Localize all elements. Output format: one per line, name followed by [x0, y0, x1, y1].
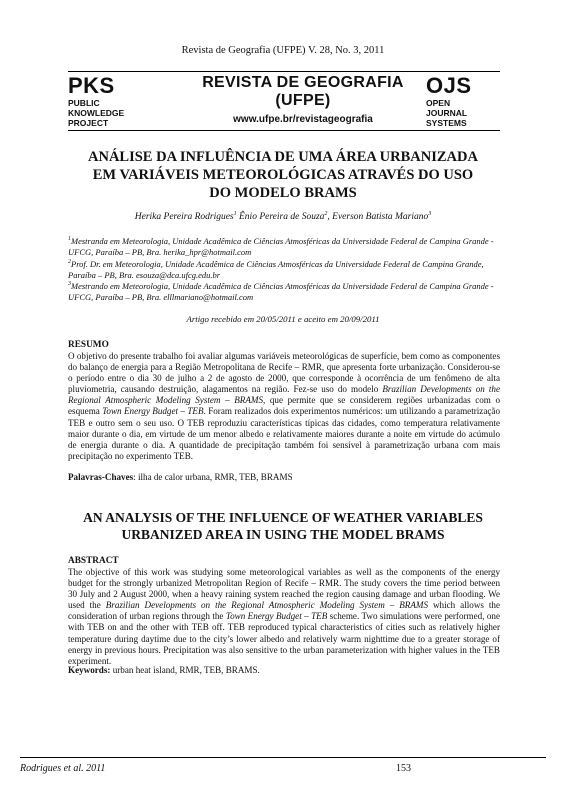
journal-title: REVISTA DE GEOGRAFIA — [202, 74, 404, 91]
paper-title-en: AN ANALYSIS OF THE INFLUENCE OF WEATHER VARIABLES URBANIZED AREA IN USING THE MODEL BRAMS — [83, 510, 483, 542]
affiliation-1: $^1$Mestranda em Meteorologia, Unidade Acadêmica de Ciências Atmosféricas da Universidade Federal de Campina Grande - UFCG, Paraíba – PB, Bra. herika_hpr@hotmail.com — [68, 236, 494, 257]
affiliation-2: $^2$Prof. Dr. em Meteorologia, Unidade Acadêmica de Ciências Atmosféricas da Universidade Federal de Campina Grande, Paraíba – PB, Bra. esouza@dca.ufcg.edu.br — [68, 259, 484, 280]
journal-subtitle: (UFPE) — [275, 92, 331, 109]
journal-masthead — [190, 74, 416, 125]
pkp-logo — [68, 73, 178, 128]
author-list: Herika Pereira Rodrigues$^1$ Ênio Pereira de Souza$^2$, Everson Batista Mariano$^3$ — [134, 210, 432, 222]
resumo-body: O objetivo do presente trabalho foi avaliar algumas variáveis meteorológicas de superfície, bem como as componentes do balanço de energia para a Região Metropolitana de Recife – RMR, que apresenta forte urbanização. Considerou-se o período entre o dia 30 de julho a 2 de agosto de 2000, que corresponde à ocorrência de um fenômeno de alta pluviometria, causando destruição, alagamentos na região. Fez-se uso do modelo Brazilian Developments on the Regional Atmospheric Modeling System – BRAMS, que permite que se considerem regiões urbanizadas com o esquema Town Energy Budget – TEB. Foram realizados dois experimentos numéricos: um utilizando a parametrização TEB e outro sem o seu uso. O TEB reproduziu características típicas das cidades, como temperatura relativamente maior durante o dia, em virtude de um menor albedo e relativamente maiores durante a noite em virtude do acúmulo de energia durante o dia. A quantidade de precipitação também foi sensível à parametrização urbana com mais precipitação no experimento TEB. — [68, 351, 500, 461]
abstract-keywords: Keywords: urban heat island, RMR, TEB, BRAMS. — [68, 665, 260, 675]
ojs-code: OJS — [426, 73, 472, 98]
resumo-heading: RESUMO — [68, 340, 109, 350]
pkp-lines: PUBLIC KNOWLEDGE PROJECT — [68, 98, 125, 128]
received-date: Artigo recebido em 20/05/2011 e aceito em 20/09/2011 — [186, 314, 380, 324]
abstract-heading: ABSTRACT — [68, 556, 119, 566]
footer-rule — [20, 757, 546, 758]
paper-title-pt: ANÁLISE DA INFLUÊNCIA DE UMA ÁREA URBANIZADA EM VARIÁVEIS METEOROLÓGICAS ATRAVÉS DO USO DO MODELO BRAMS — [88, 149, 478, 201]
journal-citation: Revista de Geografia (UFPE) V. 28, No. 3, 2011 — [181, 45, 385, 56]
pkp-code: PKS — [68, 73, 115, 98]
masthead-bottom-rule — [68, 130, 500, 131]
affiliation-3: $^3$Mestrando em Meteorologia, Unidade Acadêmica de Ciências Atmosféricas da Universidade Federal de Campina Grande - UFCG, Paraíba – PB, Bra. elllmariano@hotmail.com — [68, 281, 494, 302]
ojs-logo — [426, 73, 506, 128]
ojs-lines: OPEN JOURNAL SYSTEMS — [426, 98, 468, 128]
page-number: 153 — [396, 763, 411, 774]
footer-citation: Rodrigues et al. 2011 — [20, 763, 106, 774]
abstract-body: The objective of this work was studying some meteorological variables as well as the components of the energy budget for the strongly urbanized Metropolitan Region of Recife – RMR. The study covers the time period between 30 July and 2 August 2000, when a heavy raining system reached the region causing damage and urban flooding. We used the Brazilian Developments on the Regional Atmospheric Modeling System – BRAMS which allows the consideration of urban regions through the Town Energy Budget – TEB scheme. Two simulations were performed, one with TEB on and the other with TEB off. TEB reproduced typical characteristics of cities such as relatively higher temperature during daytime due to the city’s lower albedo and relatively warm nighttime due to a greater storage of energy in previous hours. Precipitation was also sensitive to the urban parameterization with higher values in the TEB experiment. — [68, 567, 500, 666]
resumo-keywords: Palavras-Chaves: ilha de calor urbana, RMR, TEB, BRAMS — [68, 472, 293, 482]
journal-url[interactable]: www.ufpe.br/revistageografia — [233, 114, 373, 125]
